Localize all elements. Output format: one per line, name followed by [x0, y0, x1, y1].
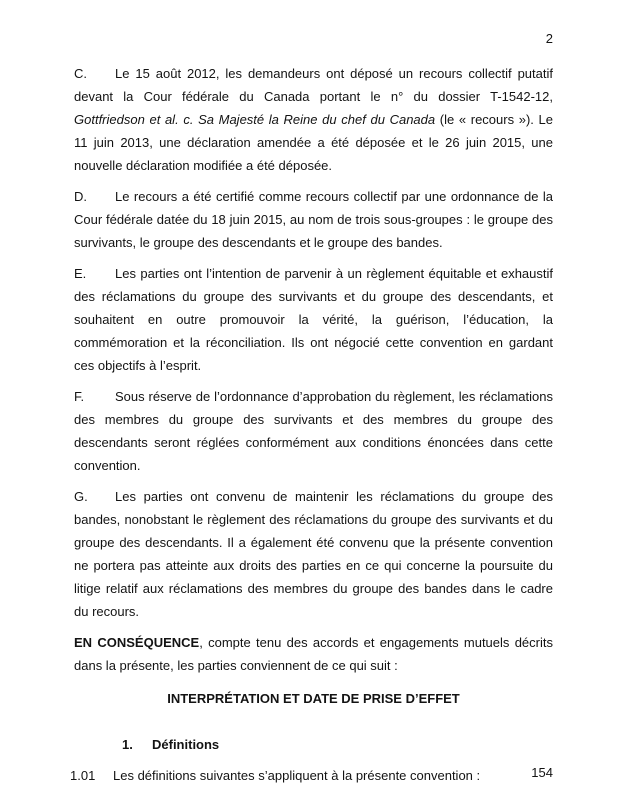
section-main-heading: INTERPRÉTATION ET DATE DE PRISE D’EFFET: [167, 691, 460, 706]
page-number-top: 2: [545, 31, 553, 46]
recital-f-text: Sous réserve de l’ordonnance d’approbation du règlement, les réclamations des membres du groupe des survivants et des membres du groupe des descendants seront réglées conformément aux conditions énoncées dans cette convention.: [74, 389, 553, 473]
recital-g-text: Les parties ont convenu de maintenir les réclamations du groupe des bandes, nonobstant le règlement des réclamations du groupe des survivants et du groupe des descendants. Il a également été convenu que la présente convention ne portera pas atteinte aux droits des parties en ce qui concerne la poursuite du litige relatif aux réclamations des membres du groupe des bandes dans le cadre du recours.: [74, 489, 553, 619]
article-1-01-text: Les définitions suivantes s’appliquent à la présente convention :: [113, 768, 481, 783]
article-1-01-number: 1.01: [70, 768, 96, 783]
recital-d-text: Le recours a été certifié comme recours collectif par une ordonnance de la Cour fédérale datée du 18 juin 2015, au nom de trois sous-groupes : le groupe des survivants, le groupe des descendants et le groupe des bandes.: [74, 189, 553, 250]
section-1-number: 1.: [122, 737, 133, 752]
recital-f: [74, 385, 553, 477]
case-name-italic: Gottfriedson et al. c. Sa Majesté la Reine du chef du Canada: [74, 112, 436, 127]
recital-e: [74, 262, 553, 377]
recital-f-label: F.: [74, 389, 85, 404]
section-1-title: Définitions: [152, 737, 220, 752]
recital-d-label: D.: [74, 189, 87, 204]
section-1-heading: [122, 733, 553, 756]
conclusion-clause: [74, 631, 553, 677]
recital-c: [74, 62, 553, 177]
page-number-bottom: 154: [531, 765, 553, 780]
recital-c-text-before: Le 15 août 2012, les demandeurs ont déposé un recours collectif putatif devant la Cour fédérale du Canada portant le n° du dossier T-1542-12,: [74, 66, 553, 104]
conclusion-bold-lead: EN CONSÉQUENCE: [74, 635, 200, 650]
conclusion-text: , compte tenu des accords et engagements mutuels décrits dans la présente, les parties conviennent de ce qui suit :: [74, 635, 553, 673]
recital-e-text: Les parties ont l’intention de parvenir à un règlement équitable et exhaustif des réclamations du groupe des survivants et du groupe des descendants, et souhaitent en outre promouvoir la vérité, la guérison, l’éducation, la commémoration et la réconciliation. Ils ont négocié cette convention en gardant ces objectifs à l’esprit.: [74, 266, 553, 373]
recital-d: [74, 185, 553, 254]
recital-c-text-after: (le « recours »). Le 11 juin 2013, une déclaration amendée a été déposée et le 26 juin 2015, une nouvelle déclaration modifiée a été déposée.: [74, 112, 554, 173]
recital-g: [74, 485, 553, 623]
recital-g-label: G.: [74, 489, 88, 504]
article-1-01: [70, 764, 553, 787]
recital-c-label: C.: [74, 66, 87, 81]
recital-e-label: E.: [74, 266, 87, 281]
